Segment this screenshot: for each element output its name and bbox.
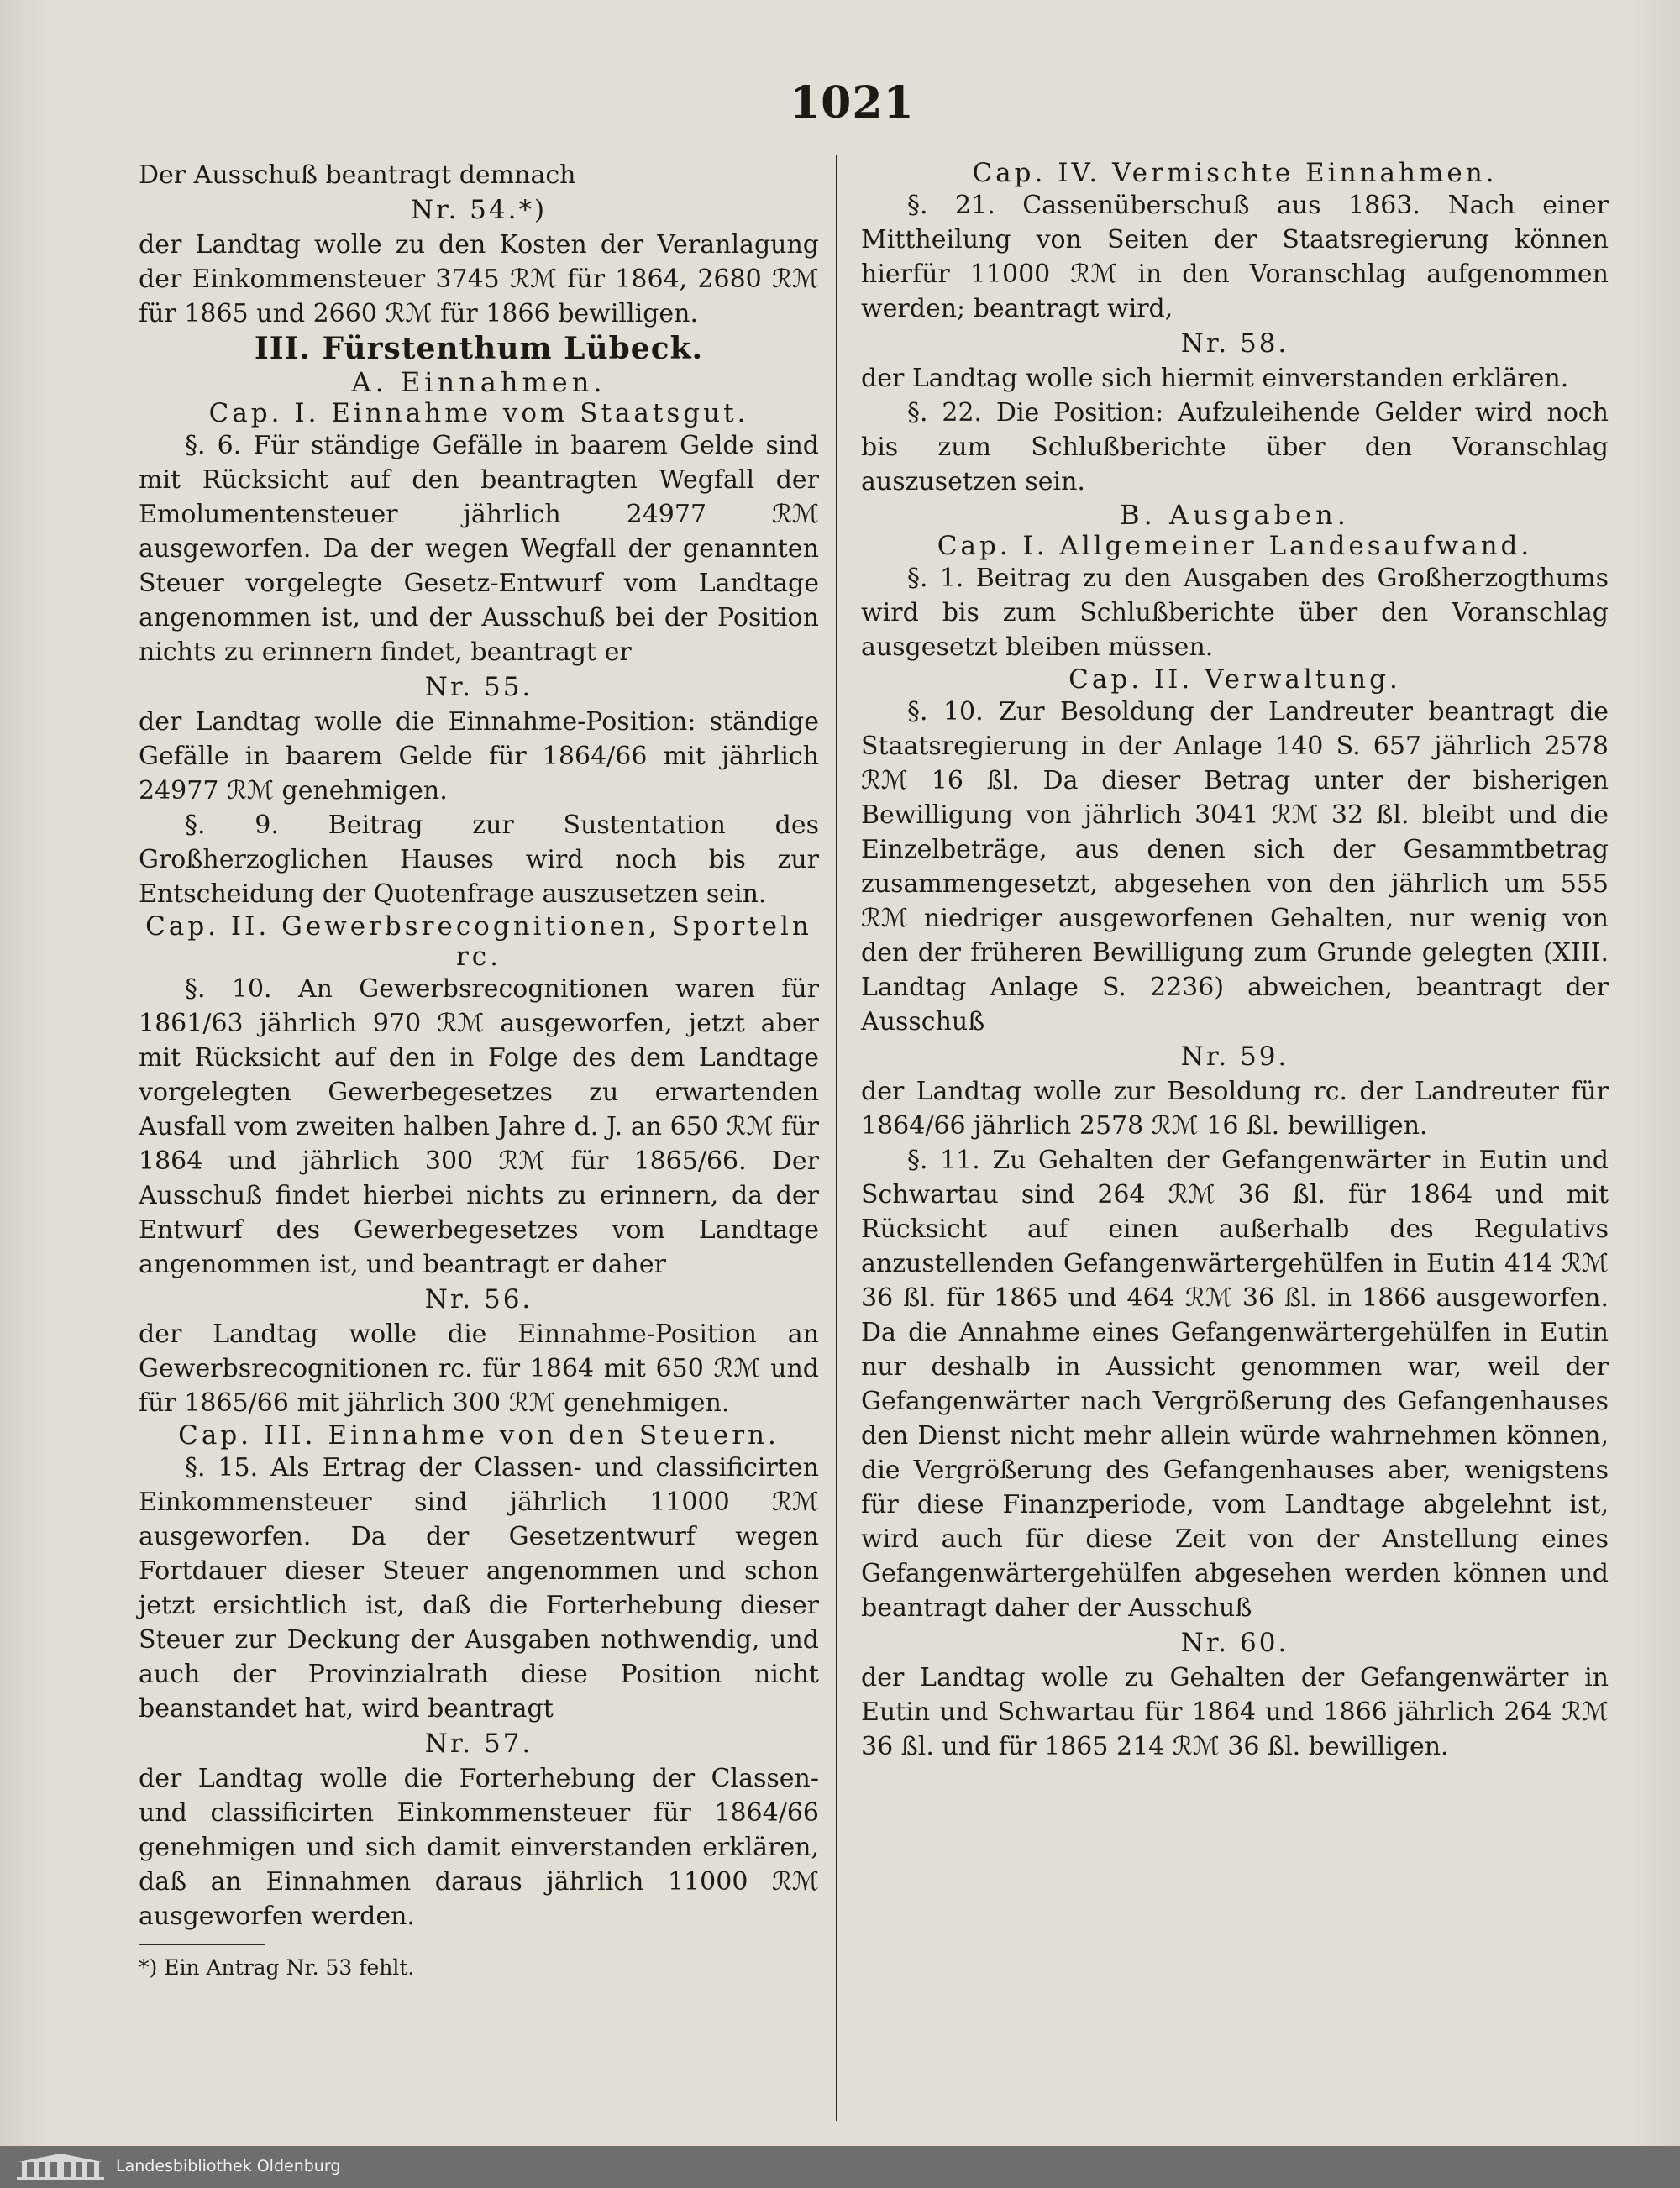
paragraph-21: §. 21. Cassenüberschuß aus 1863. Nach einer Mittheilung von Seiten der Staatsregierung können hierfür 11000 ℛℳ in den Voranschlag aufgenommen werden; beantragt wird,	[861, 191, 1609, 323]
motion-55-label: Nr. 55.	[424, 672, 533, 702]
intro-text: Der Ausschuß beantragt demnach	[139, 160, 576, 190]
motion-54-label: Nr. 54.*)	[410, 195, 548, 225]
footnote: *) Ein Antrag Nr. 53 fehlt.	[139, 1955, 415, 1980]
section-title: III. Fürstenthum Lübeck.	[254, 331, 704, 366]
column-divider	[836, 155, 837, 2121]
motion-57-label: Nr. 57.	[424, 1729, 533, 1759]
paragraph-9: §. 9. Beitrag zur Sustentation des Großherzoglichen Hauses wird noch bis zur Entscheidung der Quotenfrage auszusetzen sein.	[139, 811, 819, 909]
motion-54-text: der Landtag wolle zu den Kosten der Veranlagung der Einkommensteuer 3745 ℛℳ für 1864, 2680 ℛℳ für 1865 und 2660 ℛℳ für 1866 bewilligen.	[139, 230, 819, 328]
paragraph-10b: §. 10. Zur Besoldung der Landreuter beantragt die Staatsregierung in der Anlage 140 S. 657 jährlich 2578 ℛℳ 16 ßl. Da dieser Betrag unter der bisherigen Bewilligung von jährlich 3041 ℛℳ 32 ßl. bleibt und die Einzelbeträge, aus denen sich der Gesammtbetrag zusammengesetzt, abgesehen von den jährlich um 555 ℛℳ niedriger ausgeworfenen Gehalten, nur wenig von den der früheren Bewilligung zum Grunde gelegten (XIII. Landtag Anlage S. 2236) abweichen, beantragt der Ausschuß	[861, 697, 1609, 1036]
motion-60-label: Nr. 60.	[1180, 1628, 1289, 1658]
cap3-title: Cap. III. Einnahme von den Steuern.	[178, 1420, 780, 1451]
library-name: Landesbibliothek Oldenburg	[116, 2157, 341, 2175]
subsection-b-title: B. Ausgaben.	[1120, 499, 1350, 531]
motion-55-text: der Landtag wolle die Einnahme-Position: ständige Gefälle in baarem Gelde für 1864/66 mit jährlich 24977 ℛℳ genehmigen.	[139, 707, 819, 805]
subsection-title: A. Einnahmen.	[351, 366, 606, 398]
motion-58-text: der Landtag wolle sich hiermit einverstanden erklären.	[861, 364, 1569, 393]
motion-56-text: der Landtag wolle die Einnahme-Position an Gewerbsrecognitionen rc. für 1864 mit 650 ℛℳ und für 1865/66 mit jährlich 300 ℛℳ genehmigen.	[139, 1320, 819, 1418]
paragraph-22: §. 22. Die Position: Aufzuleihende Gelder wird noch bis zum Schlußberichte über den Voranschlag auszusetzen sein.	[861, 398, 1609, 496]
motion-60-text: der Landtag wolle zu Gehalten der Gefangenwärter in Eutin und Schwartau für 1864 und 1866 jährlich 264 ℛℳ 36 ßl. und für 1865 214 ℛℳ 36 ßl. bewilligen.	[861, 1663, 1609, 1761]
cap4-title: Cap. IV. Vermischte Einnahmen.	[972, 158, 1498, 188]
cap1-title: Cap. I. Einnahme vom Staatsgut.	[208, 398, 749, 428]
cap1-b-title: Cap. I. Allgemeiner Landesaufwand.	[937, 531, 1533, 561]
motion-57-text: der Landtag wolle die Forterhebung der Classen- und classificirten Einkommensteuer für 1864/66 genehmigen und sich damit einverstanden erklären, daß an Einnahmen daraus jährlich 11000 ℛℳ ausgeworfen werden.	[139, 1764, 819, 1931]
right-column	[861, 158, 1609, 1764]
paragraph-10: §. 10. An Gewerbsrecognitionen waren für 1861/63 jährlich 970 ℛℳ ausgeworfen, jetzt aber mit Rücksicht auf den in Folge des dem Landtage vorgelegten Gewerbegesetzes zu erwartenden Ausfall vom zweiten halben Jahre d. J. an 650 ℛℳ für 1864 und jährlich 300 ℛℳ für 1865/66. Der Ausschuß findet hierbei nichts zu erinnern, da der Entwurf des Gewerbegesetzes vom Landtage angenommen ist, und beantragt er daher	[139, 974, 819, 1279]
paragraph-15: §. 15. Als Ertrag der Classen- und classificirten Einkommensteuer sind jährlich 11000 ℛℳ ausgeworfen. Da der Gesetzentwurf wegen Fortdauer dieser Steuer angenommen und schon jetzt ersichtlich ist, daß die Forterhebung dieser Steuer zur Deckung der Ausgaben nothwendig, und auch der Provinzialrath diese Position nicht beanstandet hat, wird beantragt	[139, 1453, 819, 1724]
footnote-rule	[139, 1944, 265, 1945]
motion-59-label: Nr. 59.	[1180, 1042, 1289, 1072]
paragraph-1: §. 1. Beitrag zu den Ausgaben des Großherzogthums wird bis zum Schlußberichte über den Voranschlag ausgesetzt bleiben müssen.	[861, 564, 1609, 662]
library-building-icon	[15, 2152, 106, 2182]
left-column	[139, 158, 819, 1982]
motion-59-text: der Landtag wolle zur Besoldung rc. der Landreuter für 1864/66 jährlich 2578 ℛℳ 16 ßl. bewilligen.	[861, 1077, 1609, 1141]
cap2-b-title: Cap. II. Verwaltung.	[1068, 664, 1401, 695]
paragraph-11: §. 11. Zu Gehalten der Gefangenwärter in Eutin und Schwartau sind 264 ℛℳ 36 ßl. für 1864 und mit Rücksicht auf einen außerhalb des Regulativs anzustellenden Gefangenwärtergehülfen in Eutin 414 ℛℳ 36 ßl. für 1865 und 464 ℛℳ 36 ßl. in 1866 ausgeworfen. Da die Annahme eines Gefangenwärtergehülfen in Eutin nur deshalb in Aussicht genommen war, weil der Gefangenwärter nach Vergrößerung des Gefangenhauses den Dienst nicht mehr allein würde wahrnehmen können, die Vergrößerung des Gefangenhauses aber, wenigstens für diese Finanzperiode, vom Landtage abgelehnt ist, wird auch für diese Zeit von der Anstellung eines Gefangenwärtergehülfen abgesehen werden können und beantragt daher der Ausschuß	[861, 1146, 1609, 1623]
page-number: 1021	[790, 77, 915, 129]
motion-56-label: Nr. 56.	[424, 1284, 533, 1314]
paragraph-6: §. 6. Für ständige Gefälle in baarem Gelde sind mit Rücksicht auf den beantragten Wegfall der Emolumentensteuer jährlich 24977 ℛℳ ausgeworfen. Da der wegen Wegfall der genannten Steuer vorgelegte Gesetz-Entwurf vom Landtage angenommen ist, und der Ausschuß bei der Position nichts zu erinnern findet, beantragt er	[139, 431, 819, 667]
motion-58-label: Nr. 58.	[1180, 328, 1289, 359]
cap2-title: Cap. II. Gewerbsrecognitionen, Sporteln rc.	[145, 911, 812, 972]
